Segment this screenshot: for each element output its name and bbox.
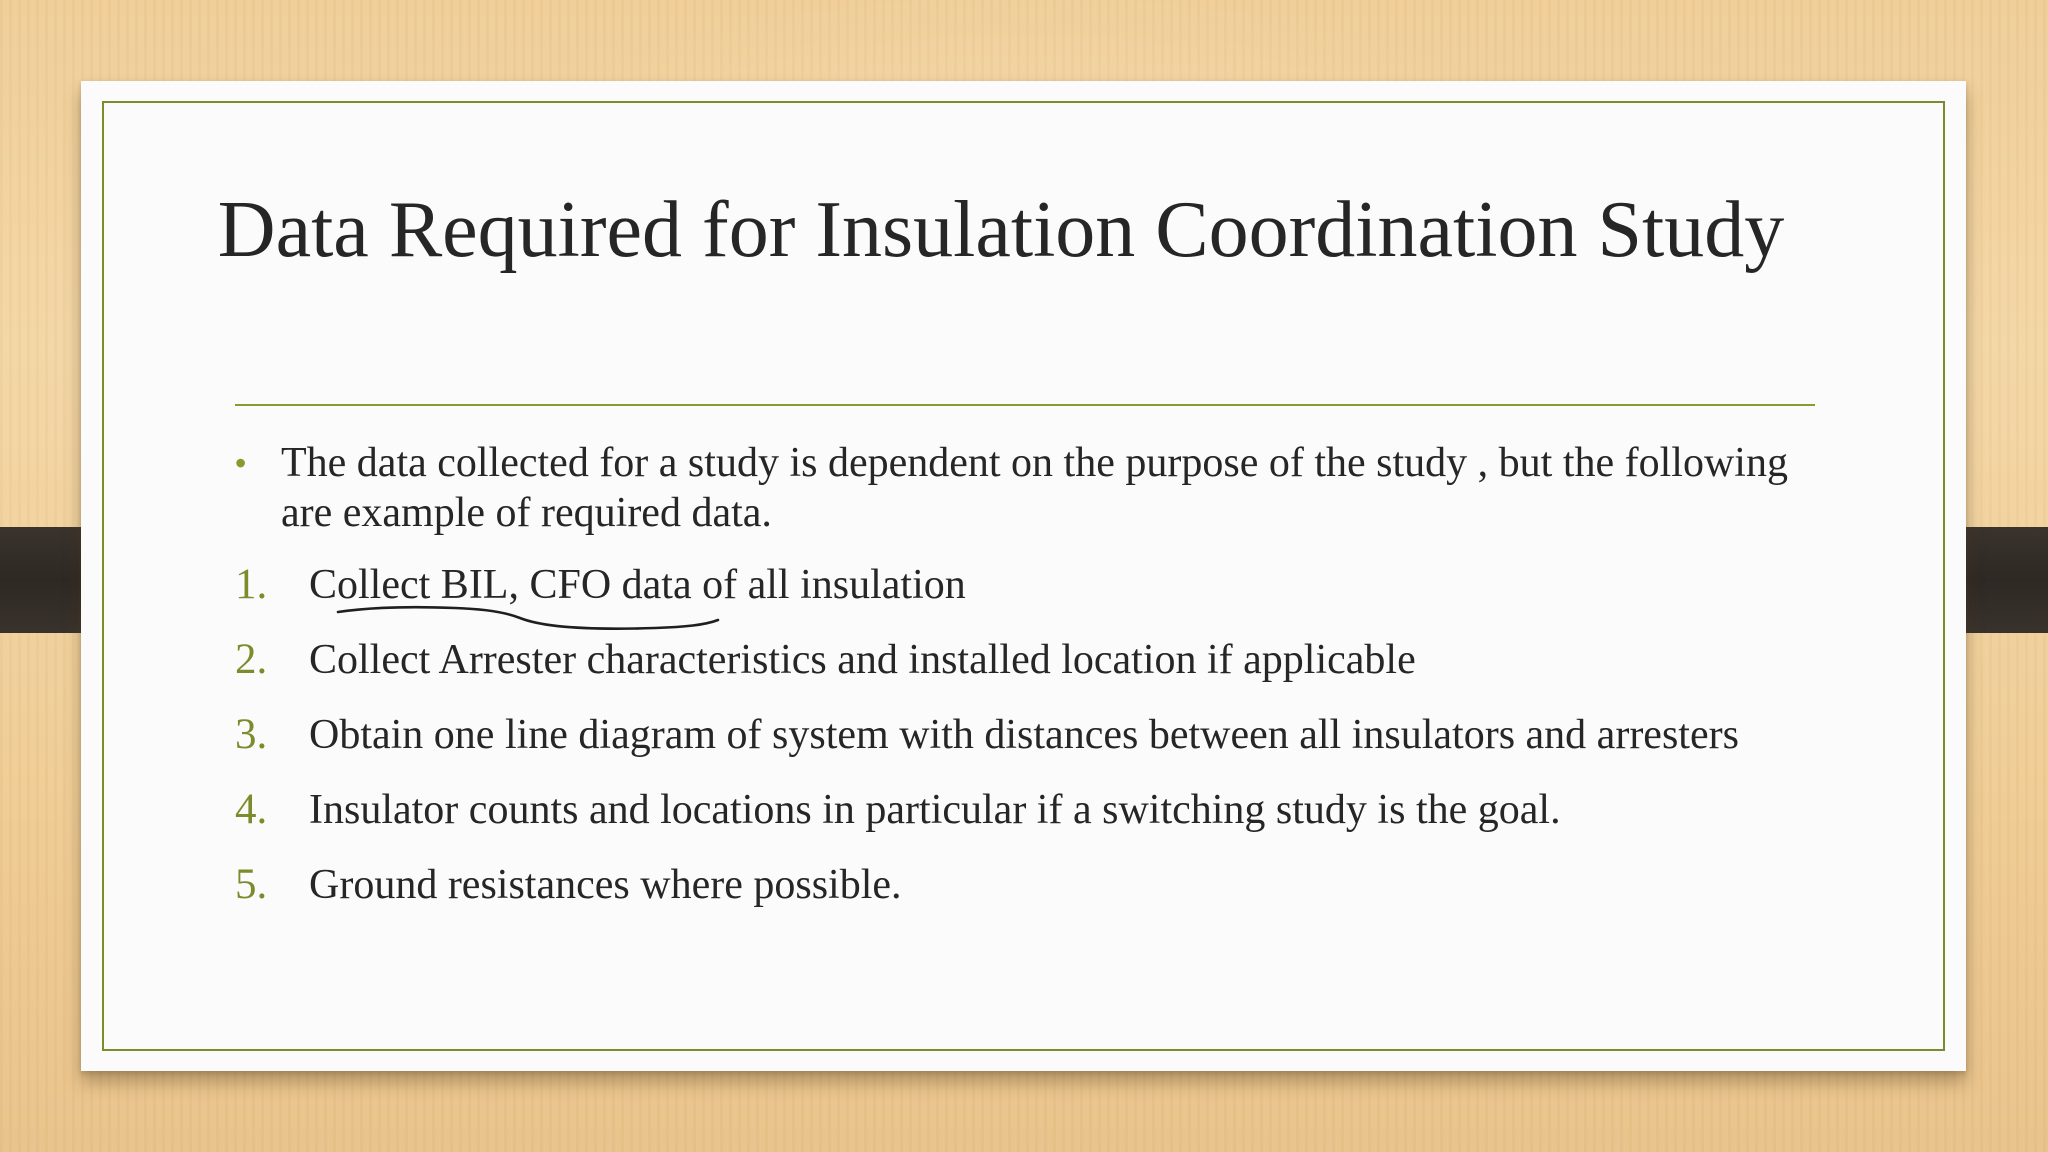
handwritten-underline-icon — [335, 590, 725, 636]
title-divider — [235, 404, 1815, 406]
step-item-3 — [235, 710, 1815, 760]
step-text: Ground resistances where possible. — [309, 862, 902, 908]
step-item-5 — [235, 860, 1815, 910]
intro-text: The data collected for a study is dependent on the purpose of the study , but the following are example of required data. — [281, 440, 1788, 536]
step-text: Insulator counts and locations in particular if a switching study is the goal. — [309, 787, 1561, 833]
step-number: 5. — [235, 861, 268, 908]
slide-title: Data Required for Insulation Coordination Study — [217, 186, 1785, 274]
intro-bullet-item — [235, 438, 1815, 538]
step-text: Collect BIL, CFO data of all insulation — [309, 562, 966, 608]
step-number: 3. — [235, 711, 268, 758]
step-item-4 — [235, 785, 1815, 835]
step-text: Obtain one line diagram of system with distances between all insulators and arresters — [309, 712, 1739, 758]
step-number: 2. — [235, 636, 268, 683]
step-item-2 — [235, 635, 1815, 685]
bullet-icon: • — [235, 445, 247, 481]
step-number: 4. — [235, 786, 268, 833]
step-text: Collect Arrester characteristics and installed location if applicable — [309, 637, 1416, 683]
slide — [81, 81, 1966, 1071]
step-number: 1. — [235, 561, 268, 608]
